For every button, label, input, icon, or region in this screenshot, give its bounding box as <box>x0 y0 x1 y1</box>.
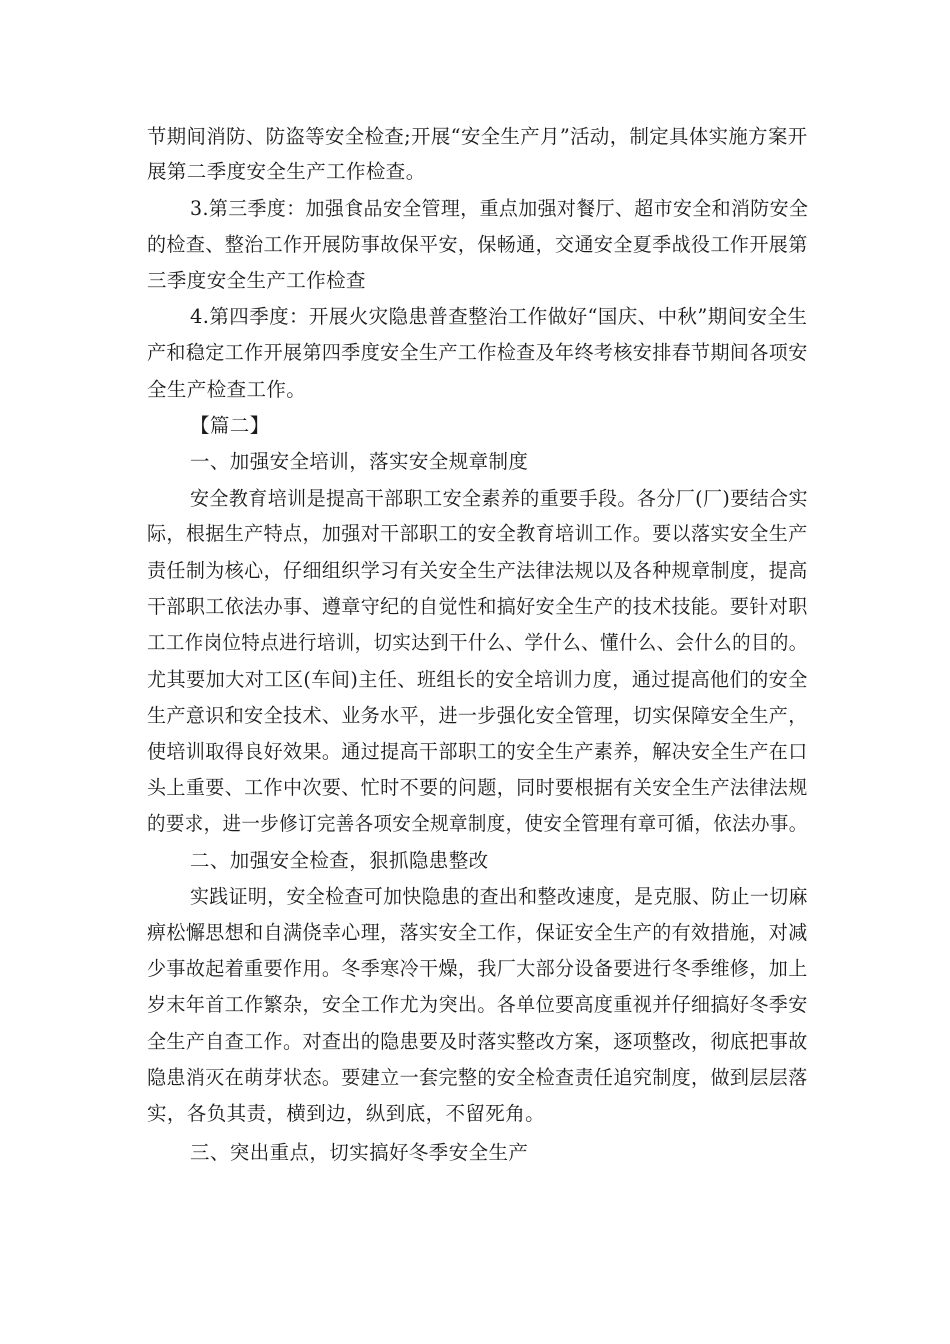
text-line: 3.第三季度：加强食品安全管理，重点加强对餐厅、超市安全和消防安全 <box>190 197 809 220</box>
text-line: 三季度安全生产工作检查 <box>147 269 366 292</box>
text-line: 隐患消灭在萌芽状态。要建立一套完整的安全检查责任追究制度，做到层层落 <box>147 1066 808 1089</box>
text-line: 痹松懈思想和自满侥幸心理，落实安全工作，保证安全生产的有效措施，对减 <box>147 921 808 944</box>
text-line: 的要求，进一步修订完善各项安全规章制度，使安全管理有章可循，依法办事。 <box>147 812 808 835</box>
text-line: 全生产自查工作。对查出的隐患要及时落实整改方案，逐项整改，彻底把事故 <box>147 1030 808 1053</box>
text-line: 头上重要、工作中次要、忙时不要的问题，同时要根据有关安全生产法律法规 <box>147 776 808 799</box>
text-line: 安全教育培训是提高干部职工安全素养的重要手段。各分厂(厂)要结合实 <box>190 487 808 510</box>
text-line: 少事故起着重要作用。冬季寒冷干燥，我厂大部分设备要进行冬季维修，加上 <box>147 957 808 980</box>
text-line: 实践证明，安全检查可加快隐患的查出和整改速度，是克服、防止一切麻 <box>190 885 808 908</box>
text-line: 生产意识和安全技术、业务水平，进一步强化安全管理，切实保障安全生产， <box>147 704 808 727</box>
text-line: 实，各负其责，横到边，纵到底，不留死角。 <box>147 1102 546 1125</box>
text-line: 节期间消防、防盗等安全检查;开展“安全生产月”活动，制定具体实施方案开 <box>147 125 808 148</box>
text-line: 的检查、整治工作开展防事故保平安，保畅通，交通安全夏季战役工作开展第 <box>147 233 808 256</box>
section-heading: 三、突出重点，切实搞好冬季安全生产 <box>190 1141 529 1164</box>
section-heading: 二、加强安全检查，狠抓隐患整改 <box>190 849 489 872</box>
text-line: 展第二季度安全生产工作检查。 <box>147 160 426 183</box>
text-line: 工工作岗位特点进行培训，切实达到干什么、学什么、懂什么、会什么的目的。 <box>147 631 808 654</box>
text-line: 4.第四季度：开展火灾隐患普查整治工作做好“国庆、中秋”期间安全生 <box>190 305 808 328</box>
text-line: 责任制为核心，仔细组织学习有关安全生产法律法规以及各种规章制度，提高 <box>147 559 808 582</box>
text-line: 使培训取得良好效果。通过提高干部职工的安全生产素养，解决安全生产在口 <box>147 740 808 763</box>
section-heading: 【篇二】 <box>190 414 270 437</box>
text-line: 产和稳定工作开展第四季度安全生产工作检查及年终考核安排春节期间各项安 <box>147 341 808 364</box>
text-line: 际，根据生产特点，加强对干部职工的安全教育培训工作。要以落实安全生产 <box>147 522 808 545</box>
section-heading: 一、加强安全培训，落实安全规章制度 <box>190 450 529 473</box>
text-line: 干部职工依法办事、遵章守纪的自觉性和搞好安全生产的技术技能。要针对职 <box>147 595 808 618</box>
text-line: 全生产检查工作。 <box>147 378 307 401</box>
text-line: 岁末年首工作繁杂，安全工作尤为突出。各单位要高度重视并仔细搞好冬季安 <box>147 993 808 1016</box>
text-line: 尤其要加大对工区(车间)主任、班组长的安全培训力度，通过提高他们的安全 <box>147 668 808 691</box>
